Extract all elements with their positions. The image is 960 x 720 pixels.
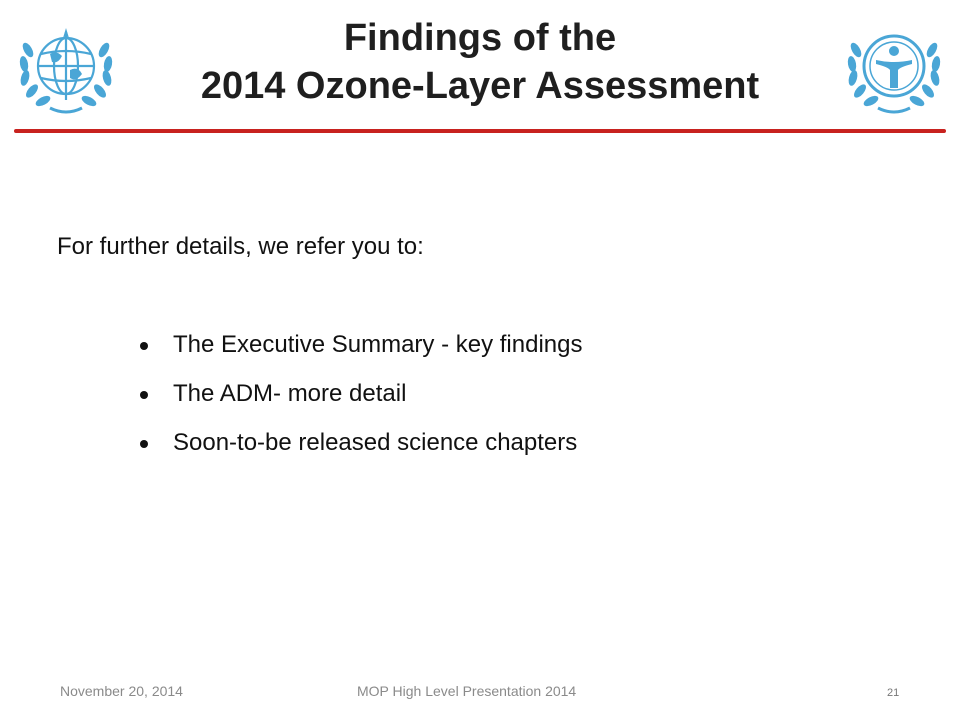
- bullet-icon: [140, 391, 148, 399]
- intro-text: For further details, we refer you to:: [57, 233, 424, 260]
- bullet-item: [140, 428, 583, 458]
- footer-date: November 20, 2014: [60, 683, 183, 699]
- title-line-2: 2014 Ozone-Layer Assessment: [200, 65, 760, 107]
- bullet-item: [140, 330, 583, 360]
- bullet-text: The ADM- more detail: [173, 380, 407, 407]
- title-line-1: Findings of the: [343, 17, 617, 59]
- page-title: [140, 14, 820, 110]
- globe-laurel-icon: [10, 14, 122, 126]
- unep-emblem-logo: [838, 14, 950, 126]
- bullet-list: [140, 330, 583, 477]
- person-laurel-icon: [838, 14, 950, 126]
- title-divider: [14, 129, 946, 133]
- bullet-icon: [140, 440, 148, 448]
- wmo-emblem-logo: [10, 14, 122, 126]
- bullet-icon: [140, 342, 148, 350]
- page-number: 21: [887, 687, 900, 699]
- bullet-text: The Executive Summary - key findings: [173, 331, 583, 358]
- bullet-item: [140, 379, 583, 409]
- footer-presentation-title: MOP High Level Presentation 2014: [357, 683, 577, 699]
- bullet-text: Soon-to-be released science chapters: [173, 429, 578, 456]
